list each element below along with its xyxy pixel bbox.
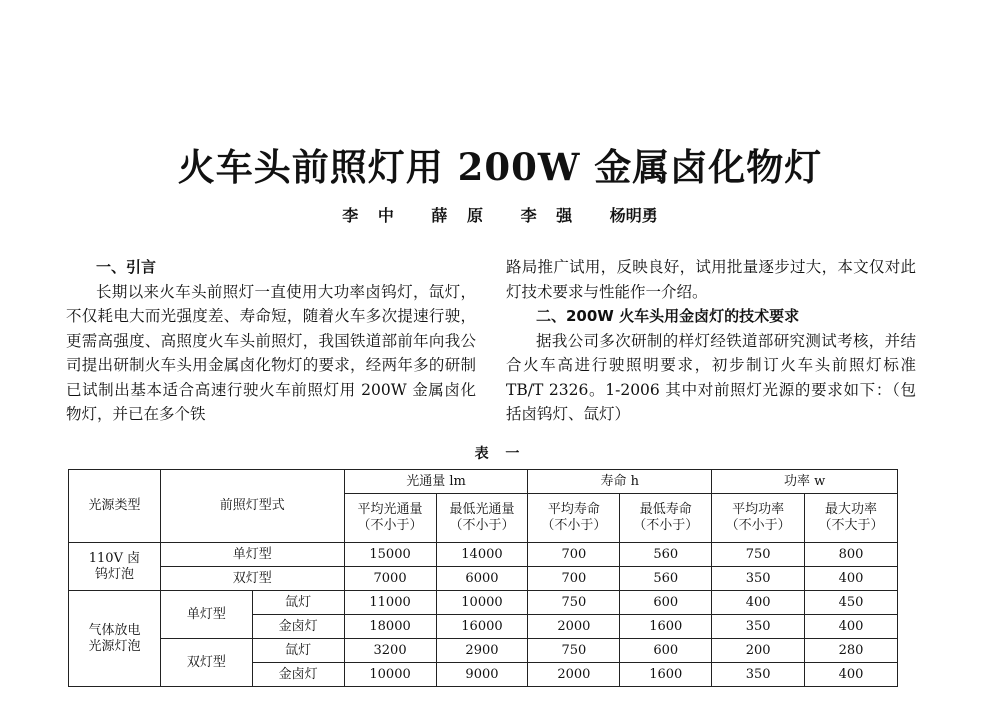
header-avg-life: 平均寿命 （不小于）	[528, 494, 620, 543]
table-row	[69, 567, 898, 591]
header-life: 寿命 h	[528, 470, 712, 494]
lamp-form-cell: 单灯型	[160, 543, 344, 567]
header-source-type: 光源类型	[69, 470, 161, 543]
intro-paragraph-continued: 路局推广试用，反映良好，试用批量逐步过大，本文仅对此灯技术要求与性能作一介绍。	[506, 258, 916, 301]
value-cell: 10000	[344, 663, 436, 687]
header-lamp-form: 前照灯型式	[160, 470, 344, 543]
lamp-type-cell: 金卤灯	[252, 663, 344, 687]
lamp-form-cell: 双灯型	[160, 567, 344, 591]
value-cell: 750	[712, 543, 805, 567]
value-cell: 750	[528, 639, 620, 663]
value-cell: 350	[712, 567, 805, 591]
value-cell: 600	[620, 591, 712, 615]
group-gas-discharge: 气体放电 光源灯泡	[69, 591, 161, 687]
header-avg-power: 平均功率 （不小于）	[712, 494, 805, 543]
header-min-flux: 最低光通量 （不小于）	[436, 494, 528, 543]
spec-table	[68, 469, 898, 687]
section-heading-intro: 一、引言	[96, 258, 157, 276]
lamp-form-cell: 双灯型	[160, 639, 252, 687]
value-cell: 15000	[344, 543, 436, 567]
right-column	[506, 255, 916, 427]
value-cell: 9000	[436, 663, 528, 687]
table-row	[69, 591, 898, 615]
value-cell: 400	[805, 663, 898, 687]
value-cell: 280	[805, 639, 898, 663]
table-row	[69, 543, 898, 567]
value-cell: 14000	[436, 543, 528, 567]
author: 李 强	[520, 206, 573, 225]
value-cell: 18000	[344, 615, 436, 639]
table-row	[69, 639, 898, 663]
value-cell: 350	[712, 615, 805, 639]
value-cell: 6000	[436, 567, 528, 591]
header-flux: 光通量 lm	[344, 470, 528, 494]
value-cell: 350	[712, 663, 805, 687]
header-min-life: 最低寿命 （不小于）	[620, 494, 712, 543]
value-cell: 16000	[436, 615, 528, 639]
header-max-power: 最大功率 （不大于）	[805, 494, 898, 543]
value-cell: 400	[805, 567, 898, 591]
value-cell: 450	[805, 591, 898, 615]
value-cell: 400	[712, 591, 805, 615]
group-halogen: 110V 卤 钨灯泡	[69, 543, 161, 591]
header-avg-flux: 平均光通量 （不小于）	[344, 494, 436, 543]
value-cell: 400	[805, 615, 898, 639]
section-heading-requirements: 二、200W 火车头用金卤灯的技术要求	[536, 307, 800, 325]
intro-paragraph: 长期以来火车头前照灯一直使用大功率卤钨灯，氙灯，不仅耗电大而光强度差、寿命短，随着火车多次提速行驶，更需高强度、高照度火车头前照灯，我国铁道部前年向我公司提出研制火车头用金属卤化物灯的要求，经两年多的研制已试制出基本适合高速行驶火车前照灯用 200W 金属卤化物灯，并已在多个铁	[66, 282, 476, 423]
table-caption: 表 一	[474, 446, 526, 462]
value-cell: 1600	[620, 615, 712, 639]
value-cell: 2000	[528, 663, 620, 687]
requirements-paragraph: 据我公司多次研制的样灯经铁道部研究测试考核，并结合火车高进行驶照明要求，初步制订火车头前照灯标准 TB/T 2326。1-2006 其中对前照灯光源的要求如下：（包括卤钨灯、氙灯）	[506, 331, 916, 423]
table-header-row	[69, 470, 898, 494]
author: 李 中	[342, 206, 394, 225]
value-cell: 600	[620, 639, 712, 663]
value-cell: 700	[528, 567, 620, 591]
value-cell: 7000	[344, 567, 436, 591]
author: 薛 原	[431, 206, 483, 225]
value-cell: 560	[620, 543, 712, 567]
author-list	[0, 203, 1000, 226]
lamp-form-cell: 单灯型	[160, 591, 252, 639]
value-cell: 3200	[344, 639, 436, 663]
article-title: 火车头前照灯用 200W 金属卤化物灯	[177, 145, 823, 189]
value-cell: 1600	[620, 663, 712, 687]
value-cell: 2900	[436, 639, 528, 663]
value-cell: 700	[528, 543, 620, 567]
author: 杨明勇	[609, 206, 658, 225]
lamp-type-cell: 金卤灯	[252, 615, 344, 639]
value-cell: 750	[528, 591, 620, 615]
value-cell: 560	[620, 567, 712, 591]
lamp-type-cell: 氙灯	[252, 591, 344, 615]
lamp-type-cell: 氙灯	[252, 639, 344, 663]
value-cell: 2000	[528, 615, 620, 639]
value-cell: 200	[712, 639, 805, 663]
value-cell: 800	[805, 543, 898, 567]
left-column	[66, 255, 476, 427]
value-cell: 11000	[344, 591, 436, 615]
value-cell: 10000	[436, 591, 528, 615]
header-power: 功率 w	[712, 470, 898, 494]
